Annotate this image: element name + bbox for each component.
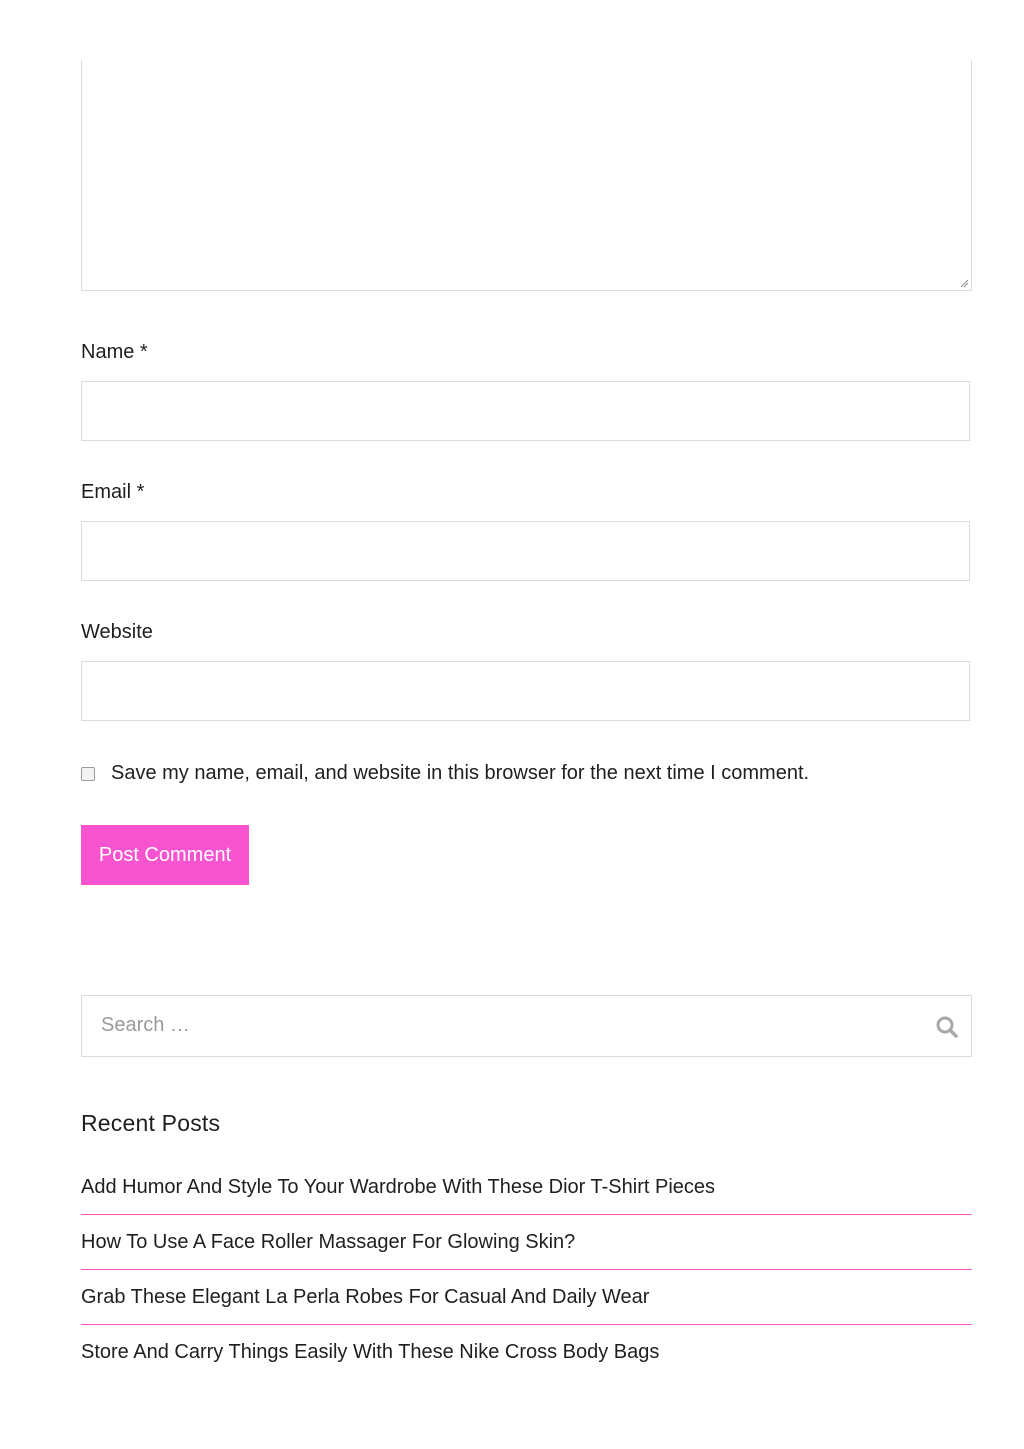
- website-field[interactable]: [81, 661, 970, 721]
- recent-post-link[interactable]: Store And Carry Things Easily With These Nike Cross Body Bags: [81, 1341, 660, 1363]
- resize-handle-icon[interactable]: [959, 278, 969, 288]
- name-label: Name *: [81, 341, 148, 363]
- name-field[interactable]: [81, 381, 970, 441]
- email-field[interactable]: [81, 521, 970, 581]
- recent-posts-list: [81, 1160, 972, 1380]
- recent-post-link[interactable]: Grab These Elegant La Perla Robes For Casual And Daily Wear: [81, 1270, 972, 1325]
- website-label: Website: [81, 621, 153, 643]
- recent-post-link[interactable]: How To Use A Face Roller Massager For Glowing Skin?: [81, 1215, 972, 1270]
- save-info-label[interactable]: Save my name, email, and website in this browser for the next time I comment.: [111, 762, 810, 784]
- email-label: Email *: [81, 481, 145, 503]
- search-placeholder: Search …: [101, 1014, 190, 1036]
- comment-textarea[interactable]: [81, 60, 972, 291]
- search-icon[interactable]: [935, 1015, 959, 1039]
- search-input[interactable]: [81, 995, 972, 1057]
- post-comment-button[interactable]: Post Comment: [81, 825, 249, 885]
- recent-post-link[interactable]: Add Humor And Style To Your Wardrobe With These Dior T-Shirt Pieces: [81, 1160, 972, 1215]
- recent-posts-title: Recent Posts: [81, 1110, 221, 1136]
- save-info-row: [81, 762, 809, 785]
- save-info-checkbox[interactable]: [81, 767, 95, 781]
